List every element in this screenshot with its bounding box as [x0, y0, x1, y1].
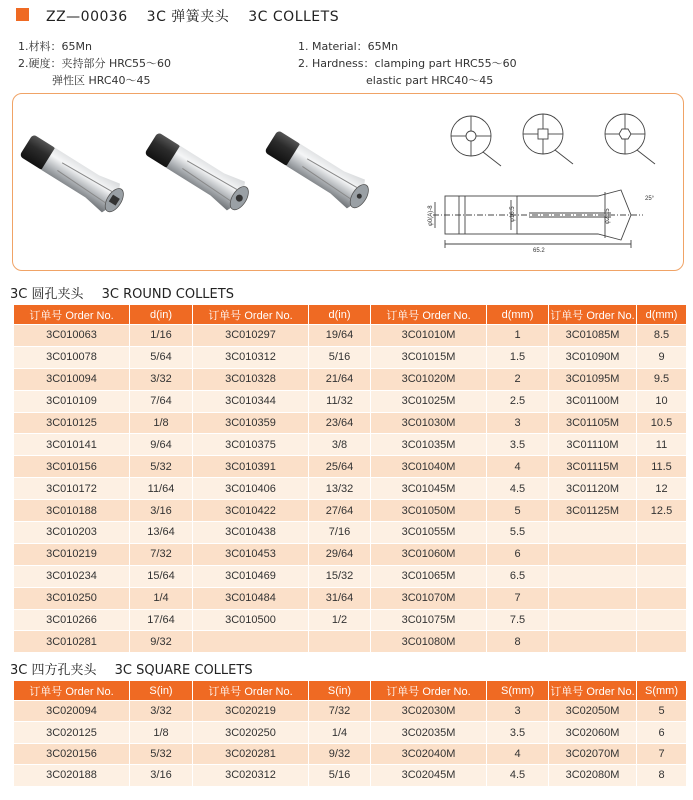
spec-material-cn: 1.材料：65Mn [18, 40, 92, 53]
size-cell: 11/64 [130, 478, 193, 500]
order-no-cell: 3C010281 [14, 631, 130, 653]
order-no-cell: 3C010453 [193, 543, 309, 565]
round-header-cell: d(in) [309, 305, 371, 325]
size-cell: 13/64 [130, 522, 193, 544]
order-no-cell: 3C02045M [371, 765, 487, 786]
order-no-cell: 3C020094 [14, 701, 130, 722]
size-cell: 3/16 [130, 765, 193, 786]
drawing-labels [428, 196, 655, 254]
round-header-cell: d(in) [130, 305, 193, 325]
order-no-cell: 3C01115M [549, 456, 637, 478]
square-header-cell: 订单号 Order No. [371, 681, 487, 701]
size-cell: 19/64 [309, 325, 371, 347]
size-cell [637, 543, 687, 565]
size-cell: 11 [637, 434, 687, 456]
size-cell [637, 522, 687, 544]
square-header-cell: S(mm) [487, 681, 549, 701]
size-cell: 3/16 [130, 500, 193, 522]
table-row [14, 434, 687, 456]
size-cell: 3 [487, 412, 549, 434]
order-no-cell [193, 631, 309, 653]
square-collets-title [10, 659, 267, 678]
order-no-cell: 3C02050M [549, 701, 637, 722]
table-row [14, 522, 687, 544]
round-header-cell: d(mm) [637, 305, 687, 325]
order-no-cell: 3C01010M [371, 325, 487, 347]
product-code: ZZ—00036 [46, 9, 128, 25]
order-no-cell: 3C020188 [14, 765, 130, 786]
size-cell: 6.5 [487, 565, 549, 587]
orange-square-marker [16, 8, 29, 21]
size-cell: 5 [637, 701, 687, 722]
size-cell: 8.5 [637, 325, 687, 347]
table-row [14, 631, 687, 653]
size-cell: 5/16 [309, 346, 371, 368]
table-row [14, 368, 687, 390]
order-no-cell: 3C01060M [371, 543, 487, 565]
square-title-cn: 3C 四方孔夹头 [10, 663, 97, 678]
size-cell: 5/32 [130, 743, 193, 764]
size-cell: 27/64 [309, 500, 371, 522]
table-row [14, 456, 687, 478]
order-no-cell: 3C02030M [371, 701, 487, 722]
technical-drawing [433, 190, 643, 248]
order-no-cell: 3C010203 [14, 522, 130, 544]
order-no-cell: 3C010359 [193, 412, 309, 434]
size-cell: 5/16 [309, 765, 371, 786]
size-cell: 9/32 [130, 631, 193, 653]
table-row [14, 346, 687, 368]
size-cell: 25/64 [309, 456, 371, 478]
order-no-cell: 3C020125 [14, 722, 130, 743]
square-header-cell: S(mm) [637, 681, 687, 701]
spec-hardness-cn: 2.硬度：夹持部分 HRC55～60 [18, 57, 172, 70]
square-header-cell: 订单号 Order No. [549, 681, 637, 701]
round-title-en: 3C ROUND COLLETS [101, 287, 234, 302]
size-cell: 1/8 [130, 412, 193, 434]
specs-en [298, 38, 517, 89]
title-cn: 3C 弹簧夹头 [146, 9, 230, 25]
spec-material-en: 1. Material：65Mn [298, 40, 399, 53]
order-no-cell: 3C010344 [193, 390, 309, 412]
order-no-cell: 3C01095M [549, 368, 637, 390]
order-no-cell [549, 565, 637, 587]
size-cell: 9.5 [637, 368, 687, 390]
table-row [14, 390, 687, 412]
size-cell: 1/2 [309, 609, 371, 631]
size-cell: 7/32 [130, 543, 193, 565]
size-cell: 3/32 [130, 368, 193, 390]
order-no-cell: 3C02070M [549, 743, 637, 764]
size-cell: 10.5 [637, 412, 687, 434]
size-cell: 17/64 [130, 609, 193, 631]
size-cell [637, 631, 687, 653]
square-table-header [14, 681, 687, 701]
table-row [14, 701, 687, 722]
round-header-cell: d(mm) [487, 305, 549, 325]
product-image-panel [12, 93, 684, 271]
specs-cn [18, 38, 171, 89]
square-title-en: 3C SQUARE COLLETS [114, 663, 253, 678]
table-row [14, 412, 687, 434]
size-cell: 7 [637, 743, 687, 764]
square-header-cell: 订单号 Order No. [14, 681, 130, 701]
size-cell: 10 [637, 390, 687, 412]
size-cell: 2.5 [487, 390, 549, 412]
round-header-cell: 订单号 Order No. [14, 305, 130, 325]
end-view-round [451, 116, 501, 166]
size-cell: 15/64 [130, 565, 193, 587]
order-no-cell: 3C010297 [193, 325, 309, 347]
round-title-cn: 3C 圆孔夹头 [10, 287, 84, 302]
order-no-cell [549, 631, 637, 653]
size-cell: 11/32 [309, 390, 371, 412]
size-cell: 1/4 [309, 722, 371, 743]
order-no-cell: 3C010078 [14, 346, 130, 368]
size-cell: 1/16 [130, 325, 193, 347]
order-no-cell: 3C010312 [193, 346, 309, 368]
order-no-cell: 3C020156 [14, 743, 130, 764]
order-no-cell: 3C010422 [193, 500, 309, 522]
order-no-cell: 3C020312 [193, 765, 309, 786]
order-no-cell: 3C01055M [371, 522, 487, 544]
order-no-cell: 3C01045M [371, 478, 487, 500]
order-no-cell: 3C010063 [14, 325, 130, 347]
order-no-cell: 3C01105M [549, 412, 637, 434]
dim-angle: 25° [645, 196, 655, 202]
size-cell: 2 [487, 368, 549, 390]
square-header-cell: 订单号 Order No. [193, 681, 309, 701]
order-no-cell: 3C010500 [193, 609, 309, 631]
order-no-cell: 3C01050M [371, 500, 487, 522]
order-no-cell: 3C010094 [14, 368, 130, 390]
table-row [14, 587, 687, 609]
order-no-cell [549, 543, 637, 565]
order-no-cell [549, 609, 637, 631]
order-no-cell: 3C010219 [14, 543, 130, 565]
size-cell: 13/32 [309, 478, 371, 500]
order-no-cell: 3C010250 [14, 587, 130, 609]
size-cell: 7/32 [309, 701, 371, 722]
end-view-hex [605, 114, 655, 164]
size-cell [309, 631, 371, 653]
size-cell: 7/16 [309, 522, 371, 544]
size-cell: 5/32 [130, 456, 193, 478]
order-no-cell: 3C01070M [371, 587, 487, 609]
round-collets-title [10, 283, 248, 302]
size-cell: 3/32 [130, 701, 193, 722]
order-no-cell [549, 522, 637, 544]
end-view-square [523, 114, 573, 164]
order-no-cell: 3C010328 [193, 368, 309, 390]
order-no-cell: 3C010234 [14, 565, 130, 587]
size-cell: 7.5 [487, 609, 549, 631]
order-no-cell: 3C010391 [193, 456, 309, 478]
order-no-cell: 3C01100M [549, 390, 637, 412]
order-no-cell: 3C010375 [193, 434, 309, 456]
order-no-cell: 3C020281 [193, 743, 309, 764]
size-cell: 1/4 [130, 587, 193, 609]
order-no-cell: 3C01030M [371, 412, 487, 434]
size-cell: 3 [487, 701, 549, 722]
size-cell: 9/32 [309, 743, 371, 764]
table-row [14, 543, 687, 565]
order-no-cell: 3C02060M [549, 722, 637, 743]
order-no-cell: 3C01085M [549, 325, 637, 347]
size-cell: 8 [487, 631, 549, 653]
order-no-cell: 3C01125M [549, 500, 637, 522]
size-cell: 1/8 [130, 722, 193, 743]
size-cell: 4.5 [487, 765, 549, 786]
title-en: 3C COLLETS [248, 9, 340, 25]
page-header [0, 0, 693, 30]
order-no-cell: 3C02040M [371, 743, 487, 764]
table-row [14, 500, 687, 522]
order-no-cell: 3C01025M [371, 390, 487, 412]
size-cell [637, 587, 687, 609]
order-no-cell: 3C01015M [371, 346, 487, 368]
collet-photo-3 [262, 127, 374, 215]
square-collets-table [13, 680, 687, 787]
collet-photo-1 [17, 131, 129, 219]
page-title [46, 6, 353, 26]
order-no-cell: 3C01065M [371, 565, 487, 587]
order-no-cell: 3C010266 [14, 609, 130, 631]
table-row [14, 609, 687, 631]
order-no-cell: 3C010438 [193, 522, 309, 544]
square-header-cell: S(in) [130, 681, 193, 701]
size-cell: 12 [637, 478, 687, 500]
size-cell [637, 609, 687, 631]
order-no-cell: 3C010406 [193, 478, 309, 500]
collet-end-views [451, 114, 655, 166]
round-collets-table [13, 304, 687, 653]
table-row [14, 722, 687, 743]
size-cell: 3.5 [487, 722, 549, 743]
round-header-cell: 订单号 Order No. [549, 305, 637, 325]
size-cell: 9/64 [130, 434, 193, 456]
order-no-cell: 3C010188 [14, 500, 130, 522]
size-cell: 7 [487, 587, 549, 609]
size-cell: 5.5 [487, 522, 549, 544]
order-no-cell: 3C01040M [371, 456, 487, 478]
size-cell: 6 [637, 722, 687, 743]
size-cell: 9 [637, 346, 687, 368]
size-cell: 5/64 [130, 346, 193, 368]
spec-hardness-en: 2. Hardness：clamping part HRC55～60 [298, 57, 517, 70]
order-no-cell: 3C02035M [371, 722, 487, 743]
order-no-cell: 3C01075M [371, 609, 487, 631]
spec-elastic-cn: 弹性区 HRC40～45 [52, 74, 151, 87]
order-no-cell: 3C020219 [193, 701, 309, 722]
order-no-cell: 3C010172 [14, 478, 130, 500]
order-no-cell: 3C01110M [549, 434, 637, 456]
order-no-cell: 3C010125 [14, 412, 130, 434]
size-cell: 15/32 [309, 565, 371, 587]
size-cell: 11.5 [637, 456, 687, 478]
order-no-cell [549, 587, 637, 609]
size-cell: 3/8 [309, 434, 371, 456]
table-row [14, 565, 687, 587]
order-no-cell: 3C010469 [193, 565, 309, 587]
order-no-cell: 3C01035M [371, 434, 487, 456]
order-no-cell: 3C02080M [549, 765, 637, 786]
dim-left: φ0(A)-8 [428, 205, 434, 226]
order-no-cell: 3C010484 [193, 587, 309, 609]
order-no-cell: 3C010109 [14, 390, 130, 412]
size-cell: 5 [487, 500, 549, 522]
size-cell: 23/64 [309, 412, 371, 434]
size-cell: 29/64 [309, 543, 371, 565]
order-no-cell: 3C020250 [193, 722, 309, 743]
table-row [14, 765, 687, 786]
dim-dia1: φ21.5 [605, 208, 611, 224]
size-cell: 1.5 [487, 346, 549, 368]
size-cell: 7/64 [130, 390, 193, 412]
collet-photos-svg [13, 94, 685, 272]
round-table-header [14, 305, 687, 325]
table-row [14, 743, 687, 764]
size-cell: 8 [637, 765, 687, 786]
order-no-cell: 3C01080M [371, 631, 487, 653]
table-row [14, 478, 687, 500]
dim-dia2: φ16.5 [510, 206, 516, 222]
dim-length: 65.2 [533, 248, 545, 254]
round-header-cell: 订单号 Order No. [371, 305, 487, 325]
size-cell: 21/64 [309, 368, 371, 390]
round-header-cell: 订单号 Order No. [193, 305, 309, 325]
size-cell: 31/64 [309, 587, 371, 609]
order-no-cell: 3C01090M [549, 346, 637, 368]
order-no-cell: 3C01120M [549, 478, 637, 500]
size-cell: 3.5 [487, 434, 549, 456]
size-cell: 4 [487, 456, 549, 478]
collet-photo-2 [142, 129, 254, 217]
size-cell: 4.5 [487, 478, 549, 500]
spec-elastic-en: elastic part HRC40～45 [366, 74, 494, 87]
table-row [14, 325, 687, 347]
size-cell: 6 [487, 543, 549, 565]
size-cell: 1 [487, 325, 549, 347]
size-cell: 12.5 [637, 500, 687, 522]
order-no-cell: 3C01020M [371, 368, 487, 390]
size-cell [637, 565, 687, 587]
size-cell: 4 [487, 743, 549, 764]
order-no-cell: 3C010156 [14, 456, 130, 478]
square-header-cell: S(in) [309, 681, 371, 701]
order-no-cell: 3C010141 [14, 434, 130, 456]
